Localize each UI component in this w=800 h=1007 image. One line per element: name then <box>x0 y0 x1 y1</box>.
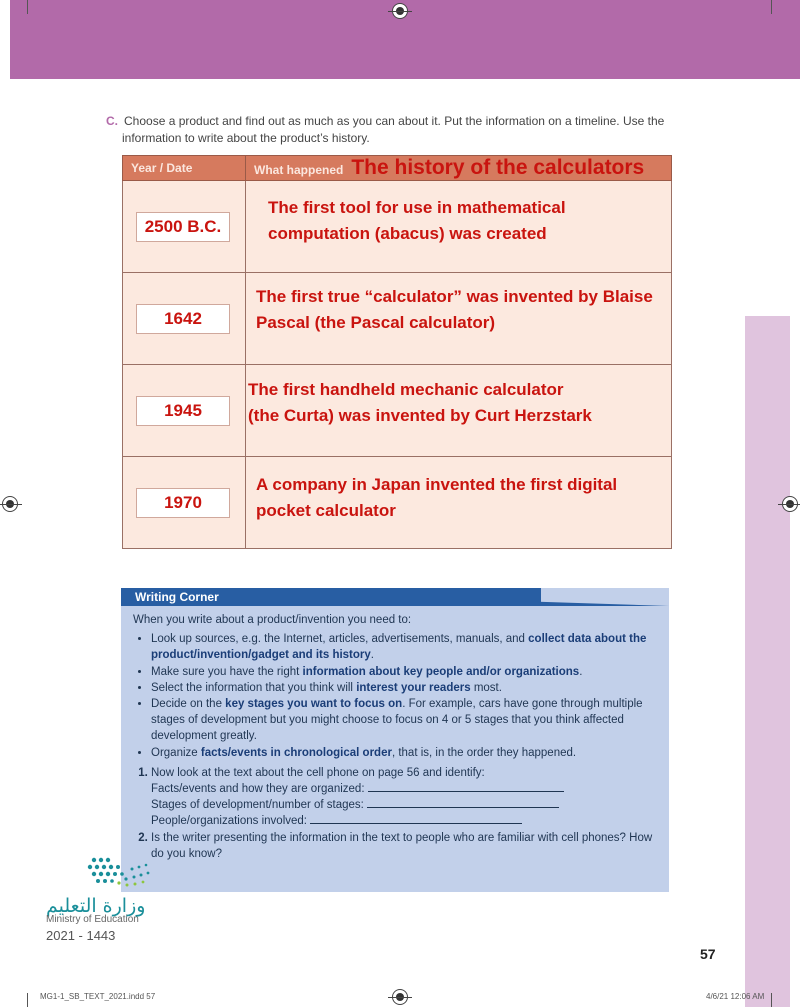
registration-mark-icon <box>392 3 408 19</box>
tip-item: • Select the information that you think will interest your readers most. <box>151 680 661 696</box>
year-cell <box>123 181 246 273</box>
year-box: 1970 <box>136 488 230 518</box>
timeline-row <box>123 181 672 273</box>
page-number: 57 <box>700 946 716 962</box>
year-cell <box>123 273 246 365</box>
registration-mark-icon <box>392 989 408 1005</box>
tip-item: • Organize facts/events in chronological order, that is, in the order they happened. <box>151 745 661 761</box>
crop-mark <box>771 993 772 1007</box>
tip-item: • Look up sources, e.g. the Internet, articles, advertisements, manuals, and collect data about the product/invention/gadget and its history. <box>151 631 661 663</box>
questions-list <box>133 765 661 862</box>
timeline-header-row <box>123 156 672 181</box>
answer-blank[interactable] <box>310 813 522 824</box>
answer-blank[interactable] <box>367 797 559 808</box>
writing-corner-title: Writing Corner <box>135 590 219 604</box>
year-box: 1642 <box>136 304 230 334</box>
event-cell <box>246 457 672 549</box>
event-text: The first tool for use in mathematical computation (abacus) was created <box>268 197 566 243</box>
answer-blank[interactable] <box>368 781 564 792</box>
event-cell <box>246 365 672 457</box>
year-cell <box>123 457 246 549</box>
print-slug-file: MG1-1_SB_TEXT_2021.indd 57 <box>40 992 156 1001</box>
writing-corner-intro: When you write about a product/invention you need to: <box>133 614 412 626</box>
timeline-row <box>123 457 672 549</box>
registration-mark-icon <box>782 496 798 512</box>
tip-item: • Decide on the key stages you want to focus on. For example, cars have gone through multiple stages of development but you might choose to focus on 4 or 5 stages that you think affected development greatly. <box>151 696 661 745</box>
writing-corner-body <box>133 612 661 862</box>
history-title: The history of the calculators <box>351 156 645 179</box>
year-box: 1945 <box>136 396 230 426</box>
event-cell <box>246 181 672 273</box>
registration-mark-icon <box>2 496 18 512</box>
ministry-name-arabic: وزارة التعليم <box>46 895 146 917</box>
instructions-line-1: Choose a product and find out as much as you can about it. Put the information on a timeline. Use the <box>124 114 665 128</box>
tip-item: • Make sure you have the right information about key people and/or organizations. <box>151 664 661 680</box>
crop-mark <box>27 0 28 14</box>
timeline-row <box>123 273 672 365</box>
print-slug-date: 4/6/21 12:06 AM <box>706 992 765 1001</box>
tips-list <box>133 631 661 761</box>
event-text: The first handheld mechanic calculator (the Curta) was invented by Curt Herzstark <box>248 379 592 425</box>
year-column-header: Year / Date <box>123 156 246 181</box>
event-cell <box>246 273 672 365</box>
ministry-name-english: Ministry of Education <box>46 914 139 925</box>
what-happened-column-header: What happened The history of the calculators <box>246 156 672 181</box>
ministry-year: 2021 - 1443 <box>46 928 116 943</box>
timeline-table <box>122 155 672 549</box>
ministry-logo-dots-icon <box>44 855 174 895</box>
event-text: The first true “calculator” was invented by Blaise Pascal (the Pascal calculator) <box>256 286 653 332</box>
crop-mark <box>27 993 28 1007</box>
writing-corner-box <box>121 588 669 892</box>
crop-mark <box>771 0 772 14</box>
event-text: A company in Japan invented the first digital pocket calculator <box>256 474 618 520</box>
timeline-row <box>123 365 672 457</box>
side-color-tab <box>745 316 790 1007</box>
year-cell <box>123 365 246 457</box>
activity-letter: C. <box>106 114 118 128</box>
instructions-line-2: information to write about the product’s history. <box>122 131 370 145</box>
question-item: 1. Now look at the text about the cell phone on page 56 and identify: Facts/events and how they are organized: Stages of development/number of stages: People/organizations involved: <box>151 765 661 830</box>
question-item: 2. Is the writer presenting the information in the text to people who are familiar with cell phones? How do you know? <box>151 830 661 862</box>
year-box: 2500 B.C. <box>136 212 230 242</box>
activity-instructions <box>106 113 676 147</box>
